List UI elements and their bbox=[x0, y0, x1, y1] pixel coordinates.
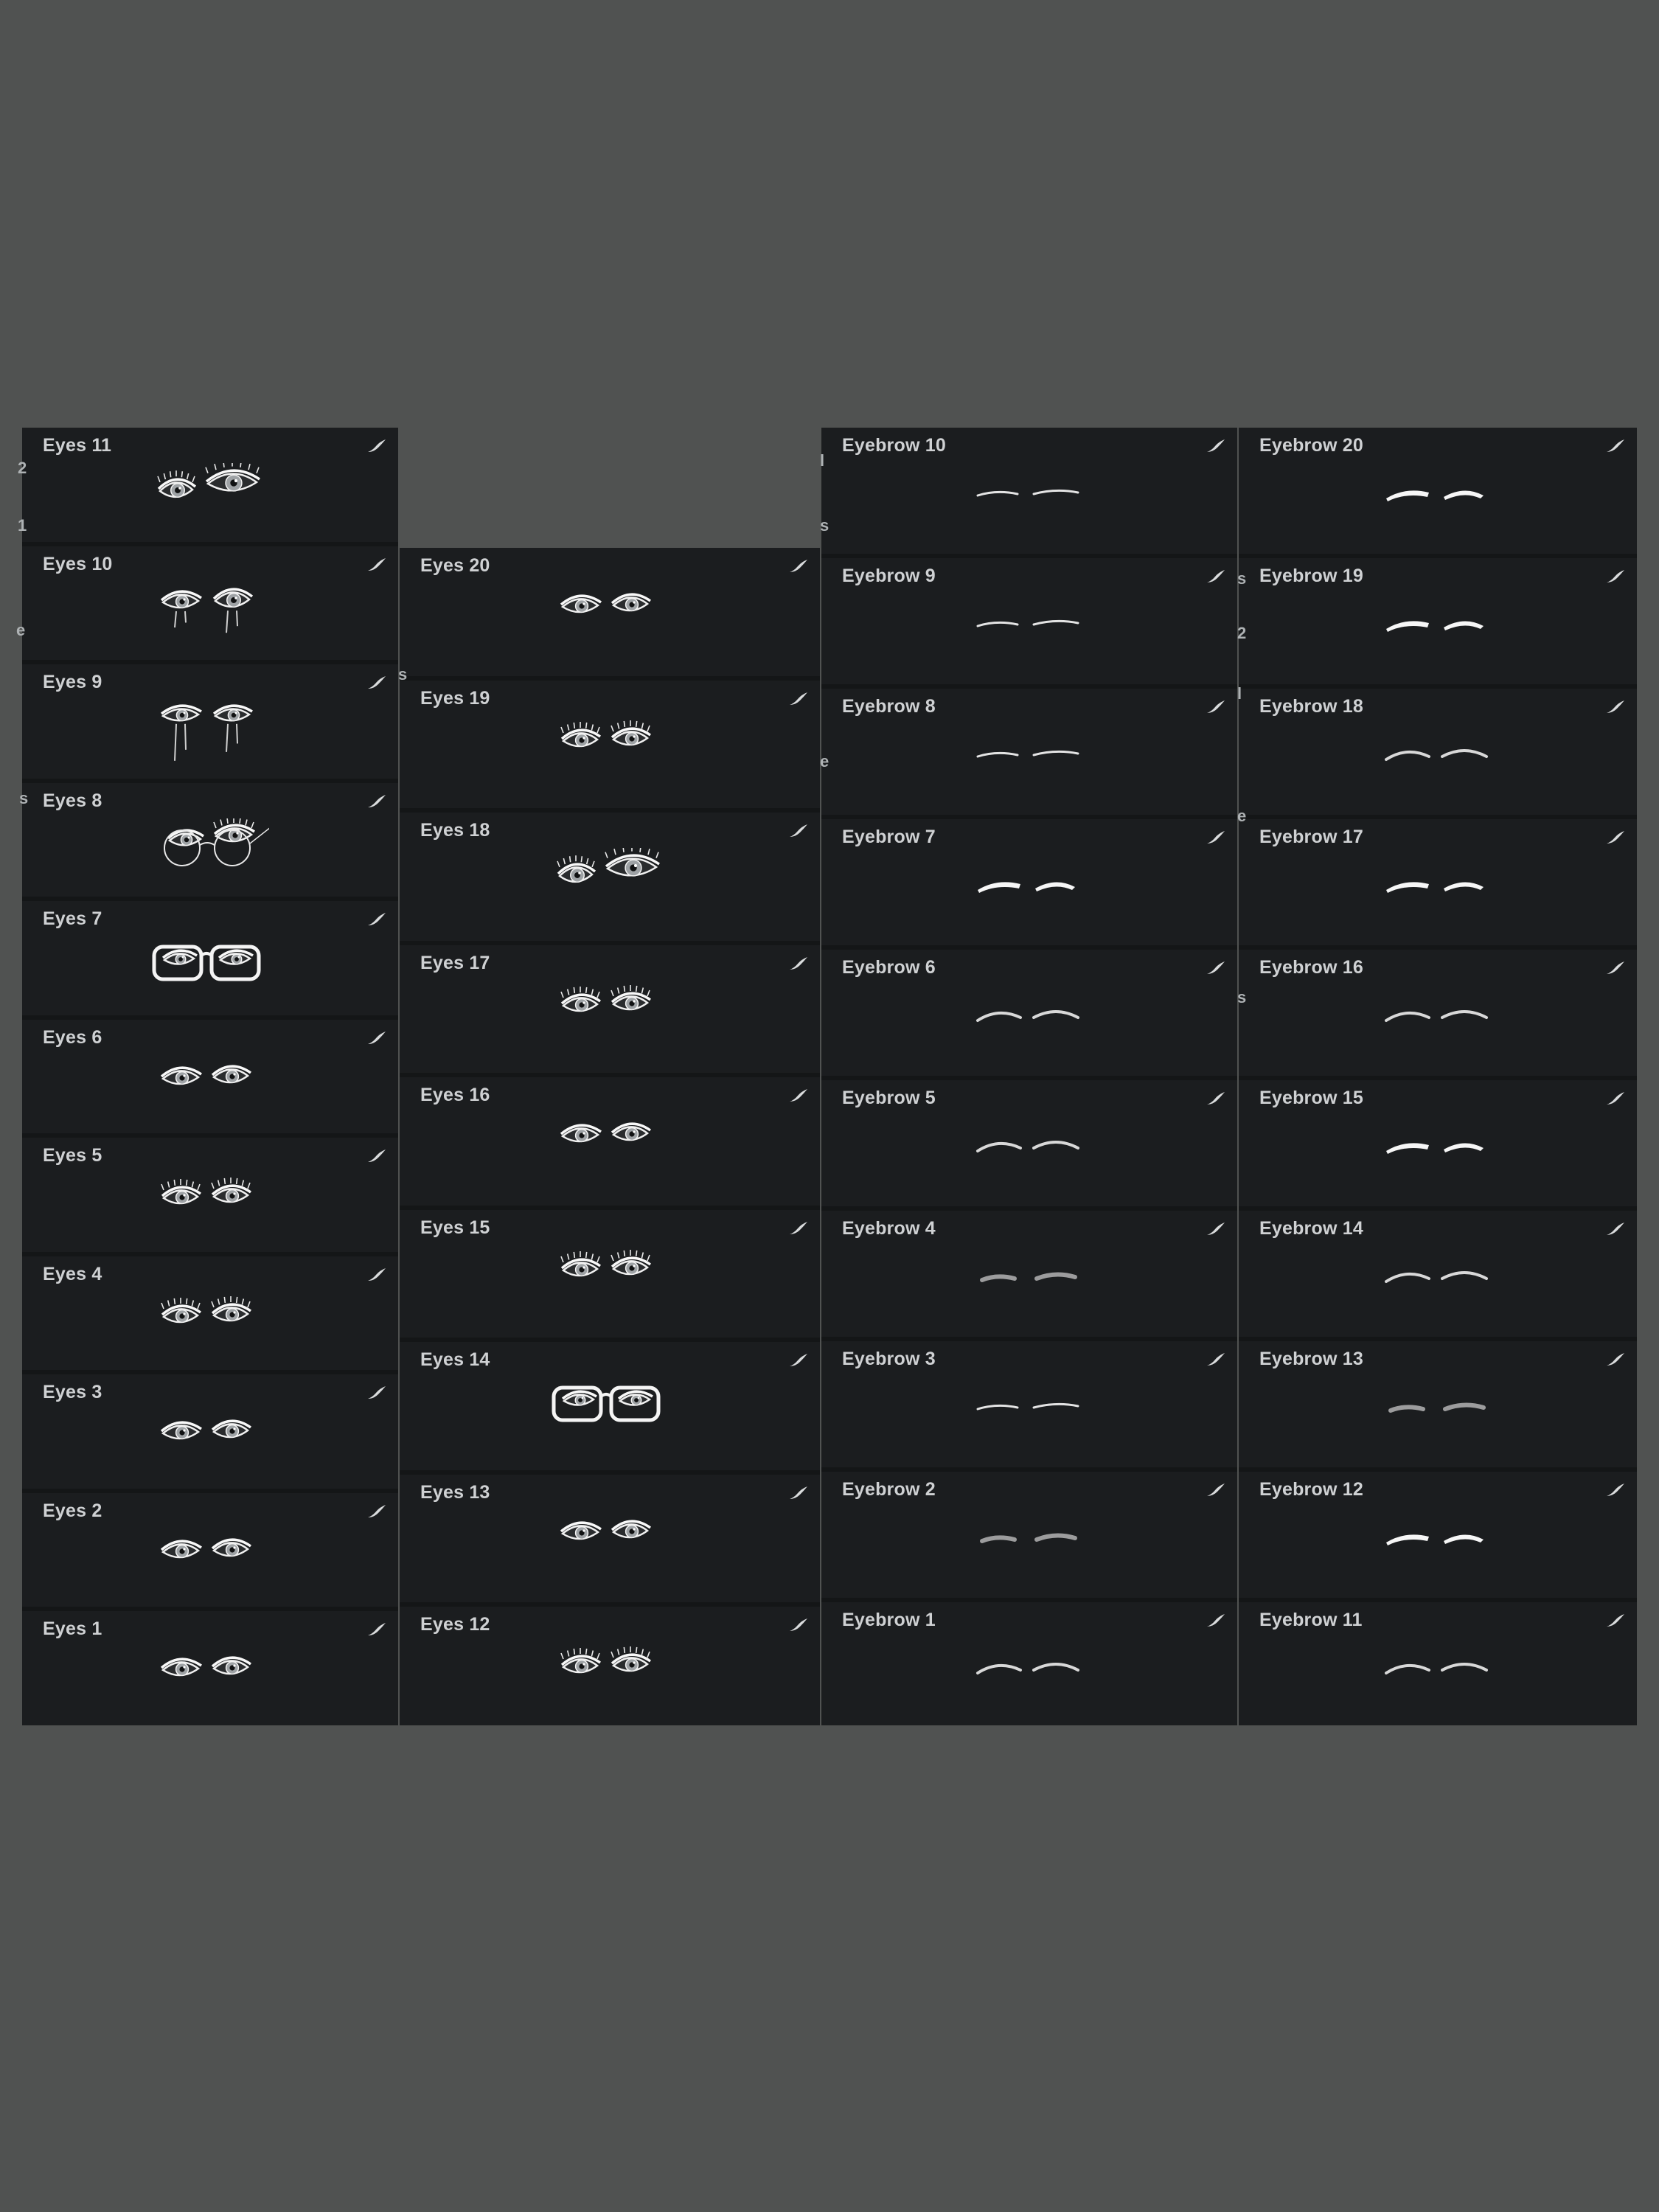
brush-preview-brows-arched bbox=[1379, 1638, 1497, 1704]
brush-preview-eyes-lashes bbox=[551, 1642, 669, 1708]
brush-stroke-icon[interactable] bbox=[787, 1351, 810, 1370]
brush-item[interactable] bbox=[1239, 950, 1637, 1080]
brush-stroke-icon[interactable] bbox=[1604, 1481, 1627, 1500]
brush-item[interactable] bbox=[821, 1211, 1237, 1341]
brush-column-eyebrow-a bbox=[821, 428, 1237, 1725]
edge-glyph-fragment: 2 bbox=[18, 459, 27, 477]
brush-item-label: Eyebrow 16 bbox=[1259, 957, 1363, 978]
brush-stroke-icon[interactable] bbox=[1604, 828, 1627, 847]
brush-preview-brows-soft bbox=[970, 1507, 1088, 1573]
brush-item[interactable] bbox=[22, 783, 398, 902]
brush-item-label: Eyebrow 6 bbox=[842, 957, 936, 978]
brush-item[interactable] bbox=[400, 1077, 820, 1210]
brush-item[interactable] bbox=[22, 546, 398, 665]
brush-preview-brows-arched bbox=[970, 1116, 1088, 1182]
brush-preview-eyes-square-glasses bbox=[151, 936, 269, 1003]
brush-item-label: Eyes 16 bbox=[420, 1085, 490, 1105]
brush-item[interactable] bbox=[821, 1341, 1237, 1472]
brush-stroke-icon[interactable] bbox=[366, 673, 388, 692]
brush-stroke-icon[interactable] bbox=[366, 1029, 388, 1048]
brush-preview-brows-soft bbox=[1379, 1377, 1497, 1443]
brush-item-label: Eyebrow 19 bbox=[1259, 566, 1363, 586]
edge-glyph-fragment: s bbox=[820, 516, 830, 535]
brush-preview-eyes-large bbox=[551, 848, 669, 914]
brush-stroke-icon[interactable] bbox=[366, 1502, 388, 1521]
brush-item-label: Eyebrow 15 bbox=[1259, 1088, 1363, 1108]
brush-stroke-icon[interactable] bbox=[1604, 1350, 1627, 1369]
brush-stroke-icon[interactable] bbox=[787, 689, 810, 709]
brush-preview-brows-bold bbox=[1379, 1507, 1497, 1573]
brush-item[interactable] bbox=[400, 945, 820, 1078]
edge-glyph-fragment: l bbox=[820, 451, 825, 470]
brush-item[interactable] bbox=[22, 1374, 398, 1493]
brush-item-label: Eyebrow 7 bbox=[842, 827, 936, 847]
brush-preview-brows-thin bbox=[970, 1377, 1088, 1443]
brush-stroke-icon[interactable] bbox=[366, 1265, 388, 1284]
brush-preview-eyes-round-glasses bbox=[151, 818, 269, 885]
brush-item[interactable] bbox=[821, 819, 1237, 950]
brush-preview-brows-bold bbox=[1379, 1116, 1497, 1182]
brush-stroke-icon[interactable] bbox=[1604, 698, 1627, 717]
brush-stroke-icon[interactable] bbox=[366, 555, 388, 574]
brush-item-label: Eyebrow 17 bbox=[1259, 827, 1363, 847]
brush-preview-eyes-plain bbox=[551, 1113, 669, 1179]
brush-item-label: Eyebrow 3 bbox=[842, 1349, 936, 1369]
brush-item-label: Eyebrow 2 bbox=[842, 1479, 936, 1500]
brush-column-eyes-b bbox=[400, 548, 820, 1725]
brush-preview-eyes-plain bbox=[551, 583, 669, 650]
brush-item[interactable] bbox=[1239, 558, 1637, 689]
brush-stroke-icon[interactable] bbox=[1604, 1089, 1627, 1108]
edge-glyph-fragment: l bbox=[1237, 684, 1242, 703]
brush-item-label: Eyebrow 11 bbox=[1259, 1610, 1363, 1630]
brush-stroke-icon[interactable] bbox=[366, 1383, 388, 1402]
brush-preview-eyes-tears-long bbox=[151, 700, 269, 766]
brush-stroke-icon[interactable] bbox=[1604, 959, 1627, 978]
brush-preview-eyes-large bbox=[151, 463, 269, 529]
brush-item-label: Eyebrow 18 bbox=[1259, 696, 1363, 717]
brush-stroke-icon[interactable] bbox=[1205, 437, 1227, 456]
brush-item-label: Eyes 17 bbox=[420, 952, 490, 973]
brush-preview-eyes-tears bbox=[151, 582, 269, 648]
brush-preview-brows-bold bbox=[1379, 463, 1497, 529]
brush-item[interactable] bbox=[400, 813, 820, 945]
brush-item-label: Eyes 14 bbox=[420, 1349, 490, 1370]
edge-glyph-fragment: s bbox=[398, 665, 408, 684]
brush-item[interactable] bbox=[22, 1138, 398, 1256]
brush-stroke-icon[interactable] bbox=[787, 557, 810, 576]
brush-item-label: Eyebrow 10 bbox=[842, 435, 946, 456]
brush-preview-eyes-plain bbox=[151, 1646, 269, 1713]
brush-preview-brows-bold bbox=[1379, 594, 1497, 660]
brush-item[interactable] bbox=[821, 1080, 1237, 1211]
brush-item[interactable] bbox=[400, 1607, 820, 1725]
brush-stroke-icon[interactable] bbox=[1604, 1611, 1627, 1630]
brush-stroke-icon[interactable] bbox=[1205, 828, 1227, 847]
brush-item-label: Eyebrow 14 bbox=[1259, 1218, 1363, 1239]
brush-item-label: Eyes 8 bbox=[43, 790, 102, 811]
brush-item[interactable] bbox=[1239, 689, 1637, 819]
brush-item-label: Eyebrow 12 bbox=[1259, 1479, 1363, 1500]
brush-stroke-icon[interactable] bbox=[366, 1147, 388, 1166]
brush-preview-eyes-lashes bbox=[151, 1173, 269, 1239]
brush-stroke-icon[interactable] bbox=[787, 1219, 810, 1238]
brush-item-label: Eyes 13 bbox=[420, 1481, 490, 1503]
brush-stroke-icon[interactable] bbox=[787, 1484, 810, 1503]
edge-glyph-fragment: e bbox=[820, 752, 830, 771]
brush-item[interactable] bbox=[400, 681, 820, 813]
brush-item[interactable] bbox=[1239, 1080, 1637, 1211]
edge-glyph-fragment: s bbox=[1237, 569, 1247, 588]
brush-item[interactable] bbox=[821, 950, 1237, 1080]
brush-item[interactable] bbox=[400, 548, 820, 681]
brush-preview-brows-arched bbox=[970, 1638, 1088, 1704]
edge-glyph-fragment: e bbox=[1237, 807, 1247, 825]
brush-item-label: Eyes 9 bbox=[43, 672, 102, 692]
brush-item-label: Eyebrow 1 bbox=[842, 1610, 936, 1630]
brush-preview-eyes-plain bbox=[151, 1055, 269, 1121]
brush-stroke-icon[interactable] bbox=[366, 437, 388, 456]
brush-stroke-icon[interactable] bbox=[787, 954, 810, 973]
edge-glyph-fragment: 2 bbox=[1237, 624, 1247, 642]
brush-item[interactable] bbox=[1239, 1341, 1637, 1472]
brush-preview-brows-thin bbox=[970, 724, 1088, 790]
brush-item[interactable] bbox=[1239, 819, 1637, 950]
brush-item[interactable] bbox=[821, 558, 1237, 689]
brush-stroke-icon[interactable] bbox=[1604, 1220, 1627, 1239]
brush-item-label: Eyebrow 5 bbox=[842, 1088, 936, 1108]
brush-stroke-icon[interactable] bbox=[1205, 1220, 1227, 1239]
brush-item[interactable] bbox=[22, 1611, 398, 1725]
brush-stroke-icon[interactable] bbox=[1604, 567, 1627, 586]
brush-item[interactable] bbox=[1239, 1602, 1637, 1725]
brush-column-eyes-a bbox=[22, 428, 398, 1725]
brush-stroke-icon[interactable] bbox=[1205, 1611, 1227, 1630]
brush-preview-eyes-lashes bbox=[151, 1292, 269, 1358]
brush-item-label: Eyes 7 bbox=[43, 908, 102, 929]
brush-stroke-icon[interactable] bbox=[1205, 567, 1227, 586]
brush-stroke-icon[interactable] bbox=[787, 1615, 810, 1635]
brush-item[interactable] bbox=[22, 901, 398, 1020]
brush-item[interactable] bbox=[821, 428, 1237, 558]
brush-stroke-icon[interactable] bbox=[787, 1086, 810, 1105]
brush-stroke-icon[interactable] bbox=[1604, 437, 1627, 456]
brush-item[interactable] bbox=[1239, 428, 1637, 558]
brush-preview-eyes-square-glasses bbox=[551, 1377, 669, 1444]
brush-stroke-icon[interactable] bbox=[1205, 698, 1227, 717]
brush-preview-brows-thin bbox=[970, 463, 1088, 529]
edge-glyph-fragment: s bbox=[1237, 988, 1247, 1006]
brush-preview-brows-arched bbox=[1379, 985, 1497, 1051]
brush-stroke-icon[interactable] bbox=[787, 821, 810, 841]
brush-preview-eyes-plain bbox=[551, 1510, 669, 1576]
brush-item-label: Eyebrow 20 bbox=[1259, 435, 1363, 456]
brush-item-label: Eyes 3 bbox=[43, 1382, 102, 1402]
brush-item-label: Eyebrow 8 bbox=[842, 696, 936, 717]
brush-preview-eyes-plain bbox=[151, 1528, 269, 1595]
brush-preview-brows-arched bbox=[1379, 1246, 1497, 1312]
brush-stroke-icon[interactable] bbox=[366, 910, 388, 929]
brush-preview-brows-bold bbox=[970, 855, 1088, 921]
brush-preview-brows-arched bbox=[1379, 724, 1497, 790]
brush-preview-brows-arched bbox=[970, 985, 1088, 1051]
brush-item[interactable] bbox=[22, 1256, 398, 1375]
brush-item[interactable] bbox=[821, 1472, 1237, 1602]
brush-preview-eyes-plain bbox=[151, 1410, 269, 1476]
brush-item-label: Eyes 11 bbox=[43, 435, 112, 456]
brush-preview-brows-bold bbox=[1379, 855, 1497, 921]
brush-item-label: Eyes 15 bbox=[420, 1217, 490, 1238]
brush-stroke-icon[interactable] bbox=[1205, 959, 1227, 978]
brush-item-label: Eyes 5 bbox=[43, 1145, 102, 1166]
brush-item-label: Eyebrow 13 bbox=[1259, 1349, 1363, 1369]
brush-column-eyebrow-b bbox=[1239, 428, 1637, 1725]
edge-glyph-fragment: e bbox=[16, 621, 26, 639]
brush-item[interactable] bbox=[1239, 1211, 1637, 1341]
brush-item-label: Eyebrow 4 bbox=[842, 1218, 936, 1239]
brush-item[interactable] bbox=[400, 1210, 820, 1343]
brush-item[interactable] bbox=[22, 1020, 398, 1138]
brush-item[interactable] bbox=[400, 1475, 820, 1607]
edge-glyph-fragment: s bbox=[19, 789, 29, 807]
brush-item[interactable] bbox=[400, 1342, 820, 1475]
brush-preview-eyes-lashes bbox=[551, 1245, 669, 1312]
brush-preview-eyes-lashes bbox=[551, 981, 669, 1047]
brush-item[interactable] bbox=[821, 1602, 1237, 1725]
brush-item-label: Eyes 19 bbox=[420, 687, 490, 709]
brush-stroke-icon[interactable] bbox=[1205, 1089, 1227, 1108]
edge-glyph-fragment: 1 bbox=[18, 516, 27, 535]
brush-item-label: Eyes 6 bbox=[43, 1026, 102, 1048]
brush-item[interactable] bbox=[22, 1493, 398, 1612]
brush-item-label: Eyes 12 bbox=[420, 1614, 490, 1635]
brush-preview-eyes-lashes bbox=[551, 716, 669, 782]
brush-preview-brows-soft bbox=[970, 1246, 1088, 1312]
brush-item[interactable] bbox=[22, 664, 398, 783]
brush-stroke-icon[interactable] bbox=[1205, 1481, 1227, 1500]
brush-item[interactable] bbox=[821, 689, 1237, 819]
brush-preview-brows-thin bbox=[970, 594, 1088, 660]
brush-item-label: Eyes 20 bbox=[420, 555, 490, 576]
brush-item-label: Eyebrow 9 bbox=[842, 566, 936, 586]
brush-item-label: Eyes 10 bbox=[43, 553, 113, 574]
brush-item-label: Eyes 4 bbox=[43, 1263, 102, 1284]
brush-stroke-icon[interactable] bbox=[366, 792, 388, 811]
brush-stroke-icon[interactable] bbox=[366, 1620, 388, 1639]
brush-stroke-icon[interactable] bbox=[1205, 1350, 1227, 1369]
brush-item-label: Eyes 18 bbox=[420, 820, 490, 841]
brush-item-label: Eyes 1 bbox=[43, 1618, 102, 1639]
brush-item[interactable] bbox=[1239, 1472, 1637, 1602]
brush-item-label: Eyes 2 bbox=[43, 1500, 102, 1521]
brush-item[interactable] bbox=[22, 428, 398, 546]
